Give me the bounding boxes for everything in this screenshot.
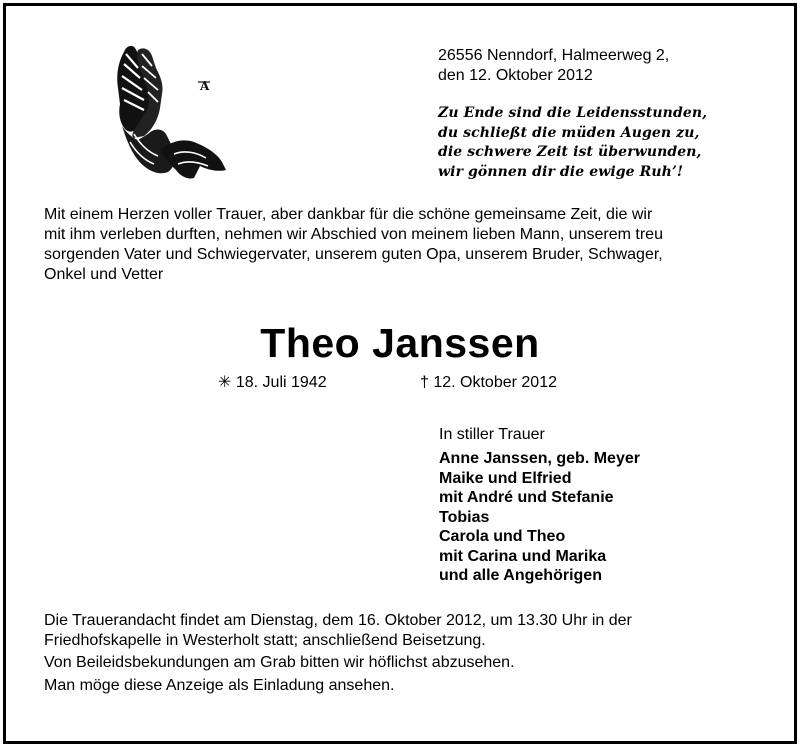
service-line: Die Trauerandacht findet am Dienstag, dem 16. Oktober 2012, um 13.30 Uhr in der <box>44 612 632 629</box>
memorial-poem <box>438 104 707 182</box>
svg-text:A: A <box>200 79 210 93</box>
mourner-name: und alle Angehörigen <box>439 567 602 584</box>
address-line: 26556 Nenndorf, Halmeerweg 2, <box>438 47 670 64</box>
mourner-name: Maike und Elfried <box>439 469 572 487</box>
mourner-name: mit André und Stefanie <box>439 489 614 506</box>
intro-line: Mit einem Herzen voller Trauer, aber dankbar für die schöne gemeinsame Zeit, die wir <box>44 206 653 223</box>
birth-date: ✳ 18. Juli 1942 <box>218 374 327 391</box>
service-line: Friedhofskapelle in Westerholt statt; anschließend Beisetzung. <box>44 632 486 649</box>
intro-line: sorgenden Vater und Schwiegervater, unserem guten Opa, unserem Bruder, Schwager, <box>44 246 663 263</box>
invitation-note: Man möge diese Anzeige als Einladung ansehen. <box>44 677 395 694</box>
intro-line: mit ihm verleben durften, nehmen wir Abschied von meinem lieben Mann, unserem treu <box>44 226 663 243</box>
praying-hands-icon <box>104 38 234 188</box>
date-line: den 12. Oktober 2012 <box>438 67 593 84</box>
mourner-name: Tobias <box>439 508 490 526</box>
mourner-name: Anne Janssen, geb. Meyer <box>439 450 640 467</box>
sender-address <box>438 46 669 86</box>
intro-paragraph <box>44 205 764 285</box>
death-date: † 12. Oktober 2012 <box>420 374 557 391</box>
condolence-note: Von Beileidsbekundungen am Grab bitten wir höflichst abzusehen. <box>44 654 515 671</box>
poem-line: wir gönnen dir die ewige Ruh’! <box>438 163 684 180</box>
mourners-list <box>439 449 640 586</box>
mourner-name: Carola und Theo <box>439 528 566 545</box>
intro-line: Onkel und Vetter <box>44 266 164 283</box>
poem-line: Zu Ende sind die Leidensstunden, <box>438 105 708 121</box>
poem-line: du schließt die müden Augen zu, <box>438 124 700 141</box>
poem-line: die schwere Zeit ist überwunden, <box>438 144 702 160</box>
mourner-name: mit Carina und Marika <box>439 547 607 565</box>
mourning-label: In stiller Trauer <box>439 426 545 443</box>
deceased-name: Theo Janssen <box>260 320 540 366</box>
service-notice <box>44 611 632 696</box>
